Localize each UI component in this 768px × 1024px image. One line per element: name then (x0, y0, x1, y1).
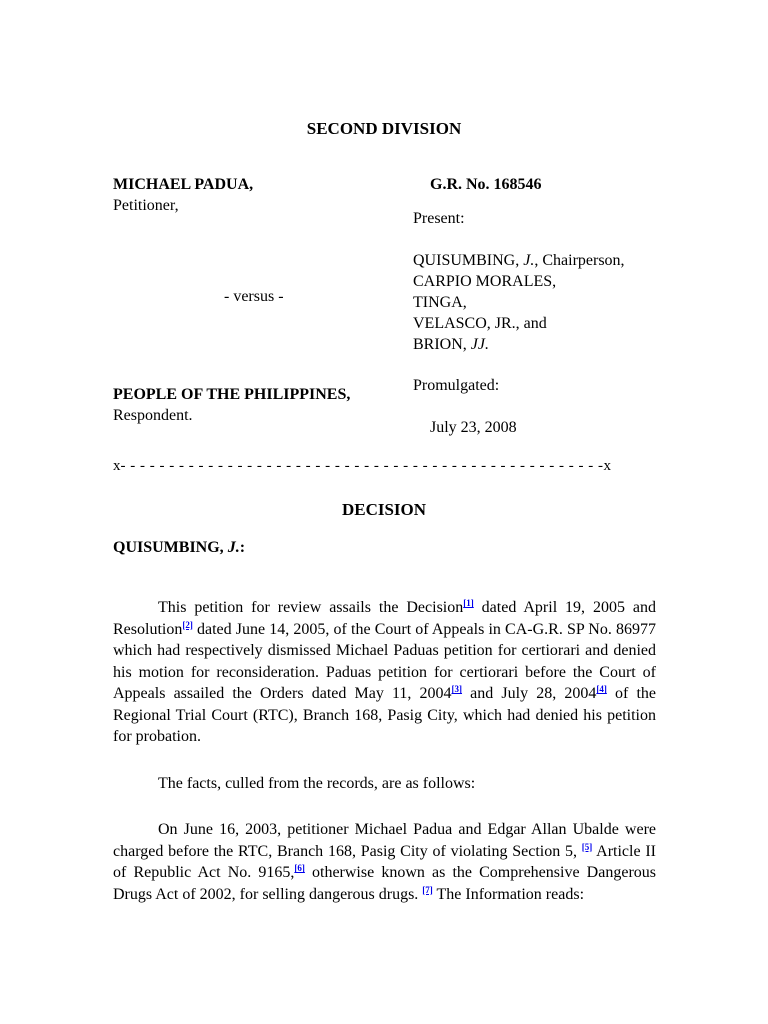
justice-brion-title: JJ. (470, 336, 489, 353)
separator-left-x: x (113, 458, 121, 474)
p3-text-2: Article II of Republic Act No. 9165, (113, 842, 656, 881)
justice-quisumbing-role: , Chairperson, (534, 252, 625, 269)
promulgated-label: Promulgated: (413, 377, 500, 394)
paragraph-1 (113, 597, 656, 748)
p1-text-1: This petition for review assails the Decision (158, 599, 464, 616)
footnote-link-6[interactable]: [6] (294, 863, 305, 873)
justice-quisumbing-title: J. (523, 252, 535, 269)
versus-label: - versus - (224, 288, 284, 305)
justice-quisumbing (413, 251, 625, 271)
present-label: Present: (413, 210, 465, 227)
justice-brion-name: BRION, (413, 336, 471, 353)
footnote-link-7[interactable]: [7] (422, 884, 433, 895)
p1-text-5: of the Regional Trial Court (RTC), Branch 168, Pasig City, which had denied his petition for probation. (113, 685, 656, 745)
paragraph-3 (113, 819, 656, 905)
respondent-role: Respondent. (113, 407, 193, 424)
ponente-suffix: : (239, 539, 246, 556)
paragraph-2: The facts, culled from the records, are as follows: (158, 775, 476, 792)
separator-right-x: x (603, 458, 612, 474)
justice-velasco: VELASCO, JR., and (413, 315, 547, 332)
ponente-title: J. (227, 539, 240, 556)
footnote-link-3[interactable]: [3] (451, 684, 463, 694)
gr-number: G.R. No. 168546 (430, 176, 542, 193)
footnote-link-5[interactable]: [5] (581, 841, 593, 852)
division-heading: SECOND DIVISION (306, 119, 462, 138)
caption-separator (113, 456, 653, 476)
p1-text-2: dated April 19, 2005 and Resolution (113, 599, 656, 638)
respondent-name: PEOPLE OF THE PHILIPPINES, (113, 386, 351, 403)
p3-text-1: On June 16, 2003, petitioner Michael Padua and Edgar Allan Ubalde were charged before the RTC, Branch 168, Pasig City of violating Section 5, (113, 821, 656, 860)
ponente-name: QUISUMBING, (113, 539, 228, 556)
footnote-link-1[interactable]: [1] (463, 598, 474, 608)
justice-carpio-morales: CARPIO MORALES, (413, 273, 557, 290)
decision-title: DECISION (341, 500, 427, 519)
petitioner-name: MICHAEL PADUA, (113, 176, 254, 193)
p3-text-3: otherwise known as the Comprehensive Dangerous Drugs Act of 2002, for selling dangerous drugs. (113, 864, 656, 903)
promulgated-date: July 23, 2008 (430, 419, 517, 436)
p1-text-4: and July 28, 2004 (462, 685, 597, 702)
justice-quisumbing-name: QUISUMBING, (413, 252, 524, 269)
footnote-link-2[interactable]: [2] (182, 619, 193, 630)
petitioner-role: Petitioner, (113, 197, 179, 214)
footnote-link-4[interactable]: [4] (596, 684, 607, 694)
p3-text-4: The Information reads: (432, 885, 585, 903)
ponente-line (113, 538, 245, 558)
justice-tinga: TINGA, (413, 294, 467, 311)
separator-dashes: - - - - - - - - - - - - - - - - - - - - - - - - - - - - - - - - - - - - - - - - - - - - - - - - - - (120, 458, 604, 474)
p1-text-3: dated June 14, 2005, of the Court of Appeals in CA-G.R. SP No. 86977 which had respectively dismissed Michael Paduas petition for certiorari and denied his motion for reconsideration. Paduas petition for certiorari before the Court of Appeals assailed the Orders dated May 11, 2004 (113, 620, 656, 702)
justice-brion (413, 335, 489, 355)
